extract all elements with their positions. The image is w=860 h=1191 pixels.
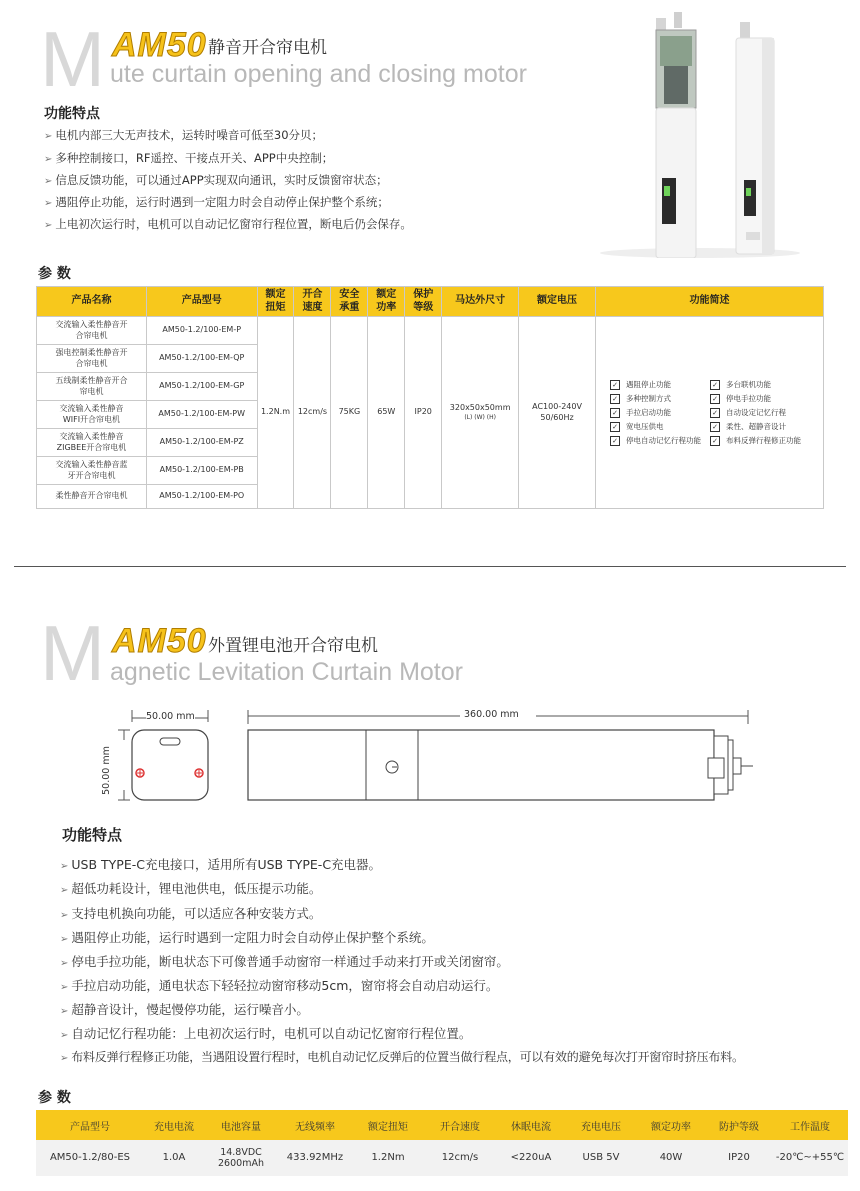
model-logo: AM50 bbox=[112, 26, 207, 64]
feature-item bbox=[60, 1000, 309, 1018]
th-voltage: 额定电压 bbox=[519, 287, 596, 317]
arrow-icon: ➢ bbox=[60, 982, 69, 993]
section-title: 外置锂电池开合帘电机 bbox=[208, 636, 378, 656]
arrow-icon: ➢ bbox=[60, 861, 69, 872]
feature-text: 支持电机换向功能，可以适应各种安装方式。 bbox=[71, 906, 322, 921]
size-sub: (L) (W) (H) bbox=[464, 413, 496, 421]
feature-item bbox=[60, 1024, 471, 1042]
english-subtitle: agnetic Levitation Curtain Motor bbox=[110, 658, 463, 686]
th-torque: 额定扭矩 bbox=[352, 1110, 424, 1140]
feature-text: 停电手拉功能，断电状态下可像普通手动窗帘一样通过手动来打开或关闭窗帘。 bbox=[71, 954, 509, 969]
th-torque: 额定扭矩 bbox=[257, 287, 294, 317]
checkbox-icon: ✓ bbox=[610, 436, 620, 446]
page-title: 静音开合帘电机 bbox=[208, 38, 327, 58]
charge-current-cell: 1.0A bbox=[144, 1140, 204, 1176]
protection-cell: IP20 bbox=[706, 1140, 772, 1176]
feature-text: 自动记忆行程功能：上电初次运行时，电机可以自动记忆窗帘行程位置。 bbox=[71, 1026, 472, 1041]
params-heading: 参 数 bbox=[38, 266, 71, 282]
feature-item bbox=[44, 216, 412, 232]
arrow-icon: ➢ bbox=[60, 885, 69, 896]
product-name-cell: 交流输入柔性静音蓝牙开合帘电机 bbox=[37, 457, 147, 485]
th-charge-current: 充电电流 bbox=[144, 1110, 204, 1140]
feature-item bbox=[60, 879, 321, 897]
th-size: 马达外尺寸 bbox=[442, 287, 519, 317]
power-cell: 65W bbox=[368, 317, 405, 509]
feature-item bbox=[60, 928, 434, 946]
table-row bbox=[36, 1140, 848, 1176]
th-model: 产品型号 bbox=[36, 1110, 144, 1140]
function-item: ✓ 遇阻停止功能 bbox=[610, 380, 710, 390]
th-power: 额定功率 bbox=[636, 1110, 706, 1140]
size-cell bbox=[442, 317, 519, 509]
size-value: 320x50x50mm bbox=[449, 403, 511, 413]
arrow-icon: ➢ bbox=[60, 1006, 69, 1017]
arrow-icon: ➢ bbox=[44, 131, 53, 142]
feature-text: 多种控制接口，RF遥控、干接点开关、APP中央控制； bbox=[55, 151, 334, 165]
length-dimension: 360.00 mm bbox=[464, 709, 519, 720]
th-load: 安全承重 bbox=[331, 287, 368, 317]
arrow-icon: ➢ bbox=[60, 910, 69, 921]
th-product-name: 产品名称 bbox=[37, 287, 147, 317]
checkbox-icon: ✓ bbox=[710, 408, 720, 418]
checkbox-icon: ✓ bbox=[710, 380, 720, 390]
feature-item bbox=[60, 976, 498, 994]
power-cell: 40W bbox=[636, 1140, 706, 1176]
decorative-m-letter: M bbox=[40, 15, 105, 103]
th-charge-voltage: 充电电压 bbox=[566, 1110, 636, 1140]
checkbox-icon: ✓ bbox=[610, 422, 620, 432]
feature-item bbox=[60, 904, 321, 922]
english-subtitle: ute curtain opening and closing motor bbox=[110, 60, 527, 88]
product-model-cell: AM50-1.2/100-EM-QP bbox=[146, 345, 257, 373]
function-item: ✓ 多种控制方式 bbox=[610, 394, 710, 404]
torque-cell: 1.2Nm bbox=[352, 1140, 424, 1176]
width-dimension: 50.00 mm bbox=[146, 711, 195, 722]
table-header-row bbox=[36, 1110, 848, 1140]
function-item: ✓ 自动设定记忆行程 bbox=[710, 408, 810, 418]
th-power: 额定功率 bbox=[368, 287, 405, 317]
sleep-current-cell: <220uA bbox=[496, 1140, 566, 1176]
product-name-cell: 强电控制柔性静音开合帘电机 bbox=[37, 345, 147, 373]
function-item: ✓ 手拉启动功能 bbox=[610, 408, 710, 418]
checkbox-icon: ✓ bbox=[710, 422, 720, 432]
feature-item bbox=[44, 150, 333, 166]
arrow-icon: ➢ bbox=[60, 1053, 69, 1064]
feature-text: 遇阻停止功能，运行时遇到一定阻力时会自动停止保护整个系统。 bbox=[71, 930, 434, 945]
arrow-icon: ➢ bbox=[44, 220, 53, 231]
section-divider bbox=[14, 566, 846, 567]
function-cell bbox=[596, 317, 824, 509]
th-speed: 开合速度 bbox=[294, 287, 331, 317]
checkbox-icon: ✓ bbox=[710, 394, 720, 404]
model-logo: AM50 bbox=[112, 622, 207, 660]
protection-cell: IP20 bbox=[405, 317, 442, 509]
product-model-cell: AM50-1.2/100-EM-PZ bbox=[146, 429, 257, 457]
function-checklist bbox=[596, 380, 823, 446]
product-model-cell: AM50-1.2/100-EM-PW bbox=[146, 401, 257, 429]
function-item: ✓ 柔性、超静音设计 bbox=[710, 422, 810, 432]
feature-item bbox=[60, 855, 381, 873]
arrow-icon: ➢ bbox=[44, 198, 53, 209]
feature-text: 电机内部三大无声技术，运转时噪音可低至30分贝； bbox=[55, 128, 324, 142]
model-cell: AM50-1.2/80-ES bbox=[36, 1140, 144, 1176]
temperature-cell: -20℃~+55℃ bbox=[772, 1140, 848, 1176]
feature-text: USB TYPE-C充电接口，适用所有USB TYPE-C充电器。 bbox=[71, 857, 382, 872]
function-item: ✓ 布料反弹行程修正功能 bbox=[710, 436, 810, 446]
battery-cell: 14.8VDC 2600mAh bbox=[204, 1140, 278, 1176]
table-header-row bbox=[37, 287, 824, 317]
feature-text: 超低功耗设计，锂电池供电，低压提示功能。 bbox=[71, 881, 322, 896]
product-name-cell: 五线制柔性静音开合帘电机 bbox=[37, 373, 147, 401]
function-item: ✓ 宽电压供电 bbox=[610, 422, 710, 432]
th-protection: 保护等级 bbox=[405, 287, 442, 317]
features-heading: 功能特点 bbox=[62, 826, 123, 844]
feature-item bbox=[44, 127, 323, 143]
height-dimension: 50.00 mm bbox=[100, 746, 112, 795]
feature-text: 手拉启动功能，通电状态下轻轻拉动窗帘移动5cm，窗帘将会自动启动运行。 bbox=[71, 978, 499, 993]
th-sleep-current: 休眠电流 bbox=[496, 1110, 566, 1140]
speed-cell: 12cm/s bbox=[424, 1140, 496, 1176]
arrow-icon: ➢ bbox=[60, 1030, 69, 1041]
product-model-cell: AM50-1.2/100-EM-PB bbox=[146, 457, 257, 485]
feature-text: 信息反馈功能，可以通过APP实现双向通讯，实时反馈窗帘状态； bbox=[55, 173, 388, 187]
th-product-model: 产品型号 bbox=[146, 287, 257, 317]
checkbox-icon: ✓ bbox=[610, 408, 620, 418]
feature-item bbox=[60, 952, 509, 970]
params-table bbox=[36, 286, 824, 509]
decorative-m-letter: M bbox=[40, 609, 105, 697]
function-item: ✓ 停电自动记忆行程功能 bbox=[610, 436, 710, 446]
torque-cell: 1.2N.m bbox=[257, 317, 294, 509]
feature-item bbox=[44, 172, 388, 188]
th-battery: 电池容量 bbox=[204, 1110, 278, 1140]
params-heading: 参 数 bbox=[38, 1090, 71, 1106]
checkbox-icon: ✓ bbox=[610, 394, 620, 404]
end-face-shape bbox=[132, 730, 208, 800]
charge-voltage-cell: USB 5V bbox=[566, 1140, 636, 1176]
function-item: ✓ 多台联机功能 bbox=[710, 380, 810, 390]
product-name-cell: 交流输入柔性静音开合帘电机 bbox=[37, 317, 147, 345]
dimension-drawing bbox=[108, 700, 758, 812]
product-name-cell: 交流输入柔性静音ZIGBEE开合帘电机 bbox=[37, 429, 147, 457]
product-name-cell: 柔性静音开合帘电机 bbox=[37, 485, 147, 509]
feature-text: 上电初次运行时，电机可以自动记忆窗帘行程位置，断电后仍会保存。 bbox=[55, 217, 412, 231]
arrow-icon: ➢ bbox=[60, 934, 69, 945]
features-heading: 功能特点 bbox=[44, 106, 100, 122]
feature-item bbox=[44, 194, 389, 210]
th-function: 功能简述 bbox=[596, 287, 824, 317]
checkbox-icon: ✓ bbox=[610, 380, 620, 390]
product-model-cell: AM50-1.2/100-EM-GP bbox=[146, 373, 257, 401]
product-model-cell: AM50-1.2/100-EM-P bbox=[146, 317, 257, 345]
th-protection: 防护等级 bbox=[706, 1110, 772, 1140]
frequency-cell: 433.92MHz bbox=[278, 1140, 352, 1176]
arrow-icon: ➢ bbox=[44, 154, 53, 165]
th-frequency: 无线频率 bbox=[278, 1110, 352, 1140]
speed-cell: 12cm/s bbox=[294, 317, 331, 509]
motor-tube-shape bbox=[248, 730, 714, 800]
feature-item bbox=[60, 1048, 744, 1065]
arrow-icon: ➢ bbox=[44, 176, 53, 187]
params-table bbox=[36, 1110, 848, 1176]
feature-text: 超静音设计，慢起慢停功能，运行噪音小。 bbox=[71, 1002, 309, 1017]
voltage-cell: AC100-240V 50/60Hz bbox=[519, 317, 596, 509]
checkbox-icon: ✓ bbox=[710, 436, 720, 446]
feature-text: 布料反弹行程修正功能，当遇阻设置行程时，电机自动记忆反弹后的位置当做行程点，可以有效的避免每次打开窗帘时挤压布料。 bbox=[71, 1050, 744, 1064]
load-cell: 75KG bbox=[331, 317, 368, 509]
product-model-cell: AM50-1.2/100-EM-PO bbox=[146, 485, 257, 509]
arrow-icon: ➢ bbox=[60, 958, 69, 969]
feature-text: 遇阻停止功能，运行时遇到一定阻力时会自动停止保护整个系统； bbox=[55, 195, 389, 209]
motor-product-image bbox=[590, 8, 810, 258]
table-row bbox=[37, 317, 824, 345]
function-item: ✓ 停电手拉功能 bbox=[710, 394, 810, 404]
th-speed: 开合速度 bbox=[424, 1110, 496, 1140]
th-temperature: 工作温度 bbox=[772, 1110, 848, 1140]
product-name-cell: 交流输入柔性静音WIFI开合帘电机 bbox=[37, 401, 147, 429]
